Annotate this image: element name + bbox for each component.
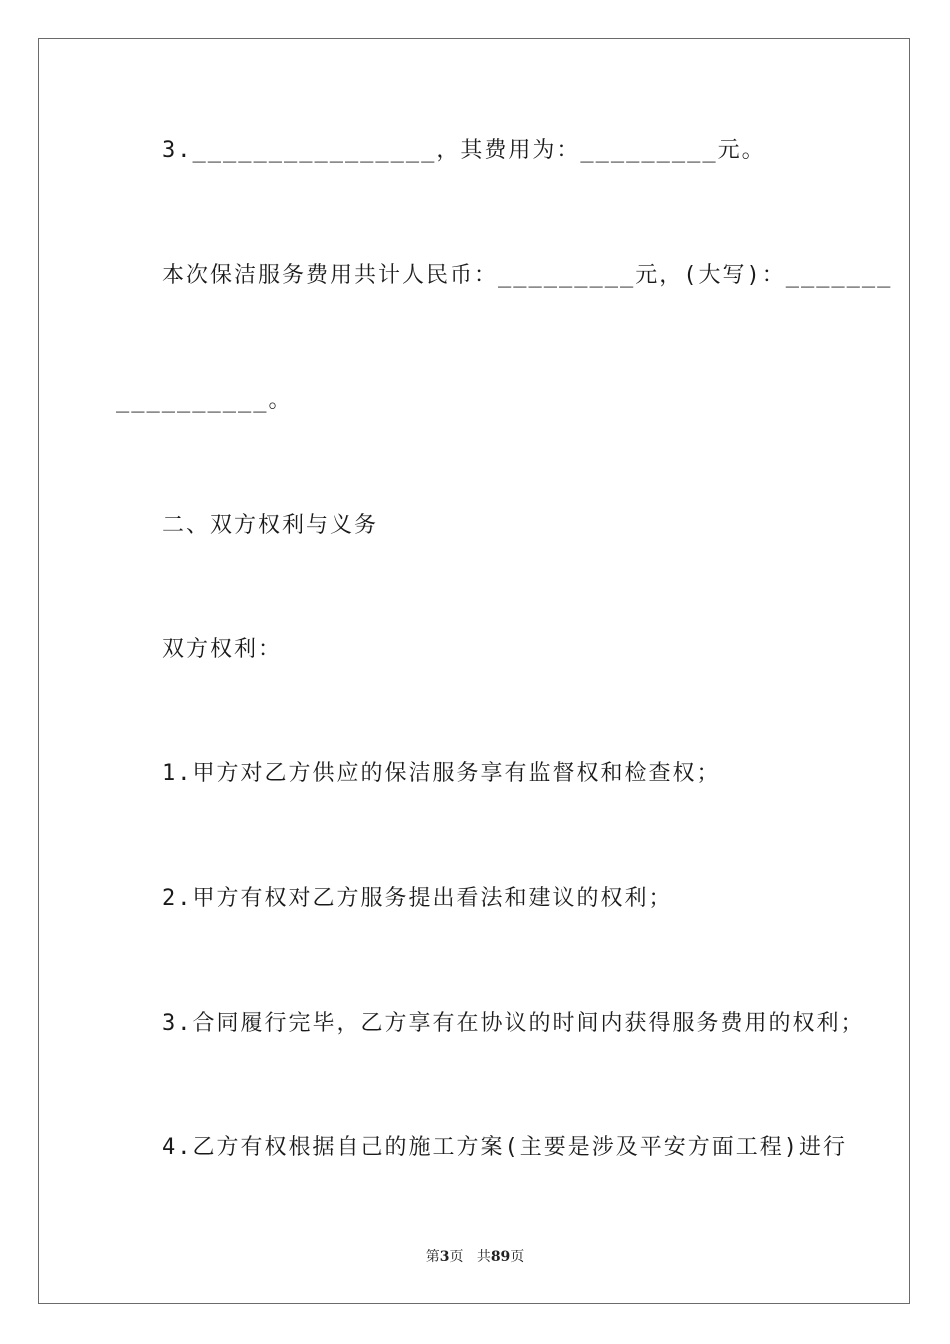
fee-item-3: 3.________________，其费用为：_________元。 (162, 138, 766, 163)
total-fee-continuation: __________。 (116, 388, 293, 413)
page-suffix: 页 (449, 1249, 464, 1265)
page-prefix: 第 (425, 1249, 440, 1265)
total-prefix: 共 (476, 1249, 491, 1265)
rights-item-1: 1.甲方对乙方供应的保洁服务享有监督权和检查权； (162, 761, 721, 786)
section-heading: 二、双方权利与义务 (162, 513, 379, 538)
total-pages: 89 (490, 1249, 511, 1265)
rights-heading: 双方权利： (162, 637, 283, 662)
rights-item-3: 3.合同履行完毕，乙方享有在协议的时间内获得服务费用的权利； (162, 1011, 865, 1036)
rights-item-4: 4.乙方有权根据自己的施工方案(主要是涉及平安方面工程)进行 (162, 1135, 847, 1160)
page-number: 3 (439, 1249, 450, 1265)
total-fee-line: 本次保洁服务费用共计人民币：_________元，(大写)：_______ (162, 263, 893, 288)
page-border (38, 38, 910, 1304)
total-suffix: 页 (510, 1249, 525, 1265)
page-footer (0, 1246, 950, 1266)
rights-item-2: 2.甲方有权对乙方服务提出看法和建议的权利； (162, 886, 673, 911)
